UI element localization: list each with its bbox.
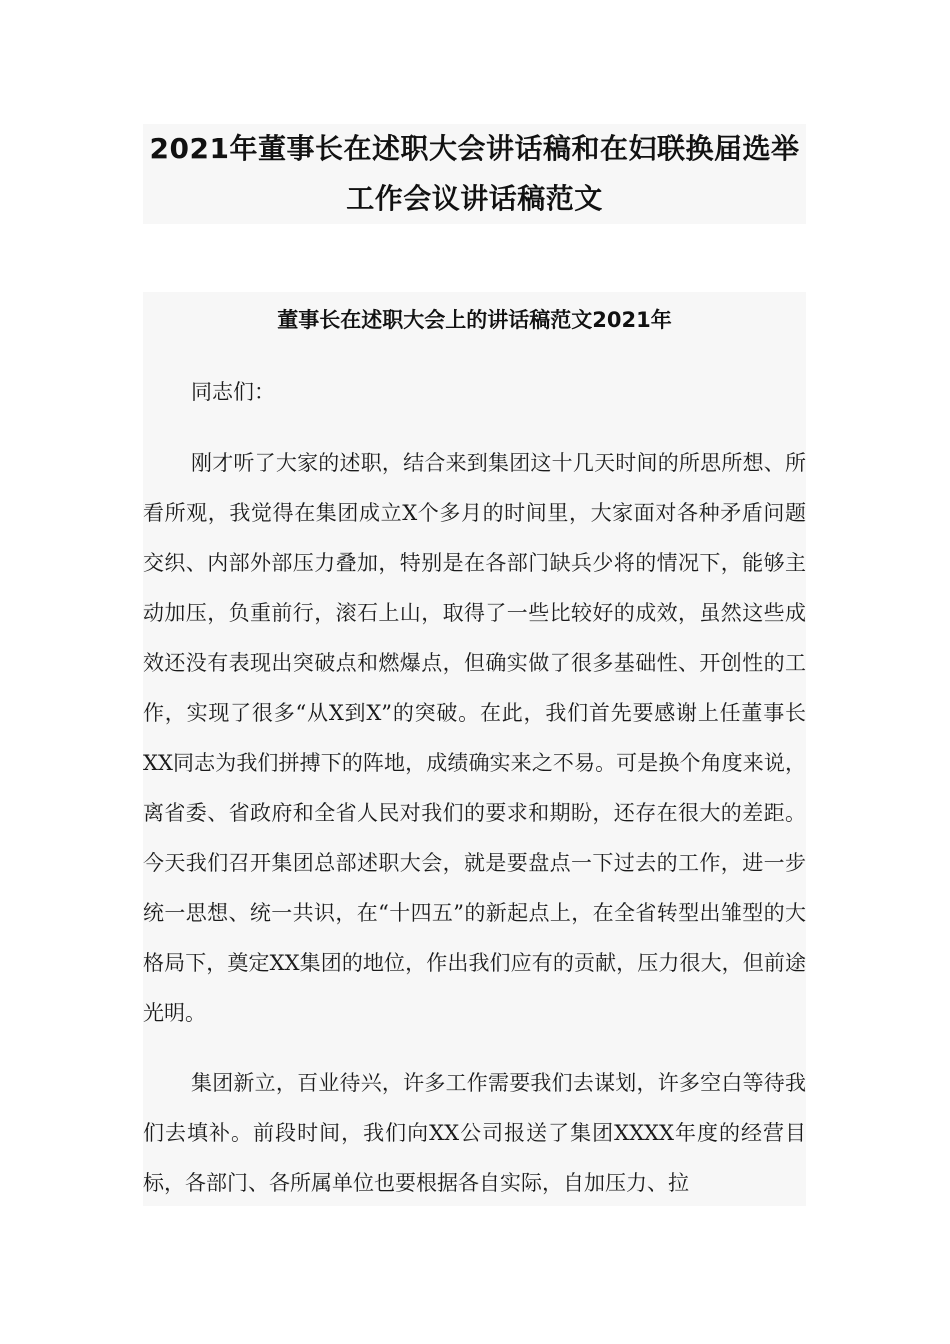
paragraph-2: 集团新立，百业待兴，许多工作需要我们去谋划，许多空白等待我们去填补。前段时间，我们向XX公司报送了集团XXXX年度的经营目标，各部门、各所属单位也要根据各自实际，自加压力、拉 xyxy=(143,1071,806,1195)
document-body xyxy=(143,292,806,1206)
document-title-line-1: 2021年董事长在述职大会讲话稿和在妇联换届选举 xyxy=(149,132,800,165)
document-title-block xyxy=(143,124,806,224)
document-title-line-2: 工作会议讲话稿范文 xyxy=(346,182,603,215)
salutation: 同志们： xyxy=(191,380,275,404)
paragraph-1: 刚才听了大家的述职，结合来到集团这十几天时间的所思所想、所看所观，我觉得在集团成立X个多月的时间里，大家面对各种矛盾问题交织、内部外部压力叠加，特别是在各部门缺兵少将的情况下，能够主动加压，负重前行，滚石上山，取得了一些比较好的成效，虽然这些成效还没有表现出突破点和燃爆点，但确实做了很多基础性、开创性的工作，实现了很多“从X到X”的突破。在此，我们首先要感谢上任董事长XX同志为我们拼搏下的阵地，成绩确实来之不易。可是换个角度来说，离省委、省政府和全省人民对我们的要求和期盼，还存在很大的差距。今天我们召开集团总部述职大会，就是要盘点一下过去的工作，进一步统一思想、统一共识，在“十四五”的新起点上，在全省转型出雏型的大格局下，奠定XX集团的地位，作出我们应有的贡献，压力很大，但前途光明。 xyxy=(143,451,806,1025)
section-title: 董事长在述职大会上的讲话稿范文2021年 xyxy=(277,308,672,332)
